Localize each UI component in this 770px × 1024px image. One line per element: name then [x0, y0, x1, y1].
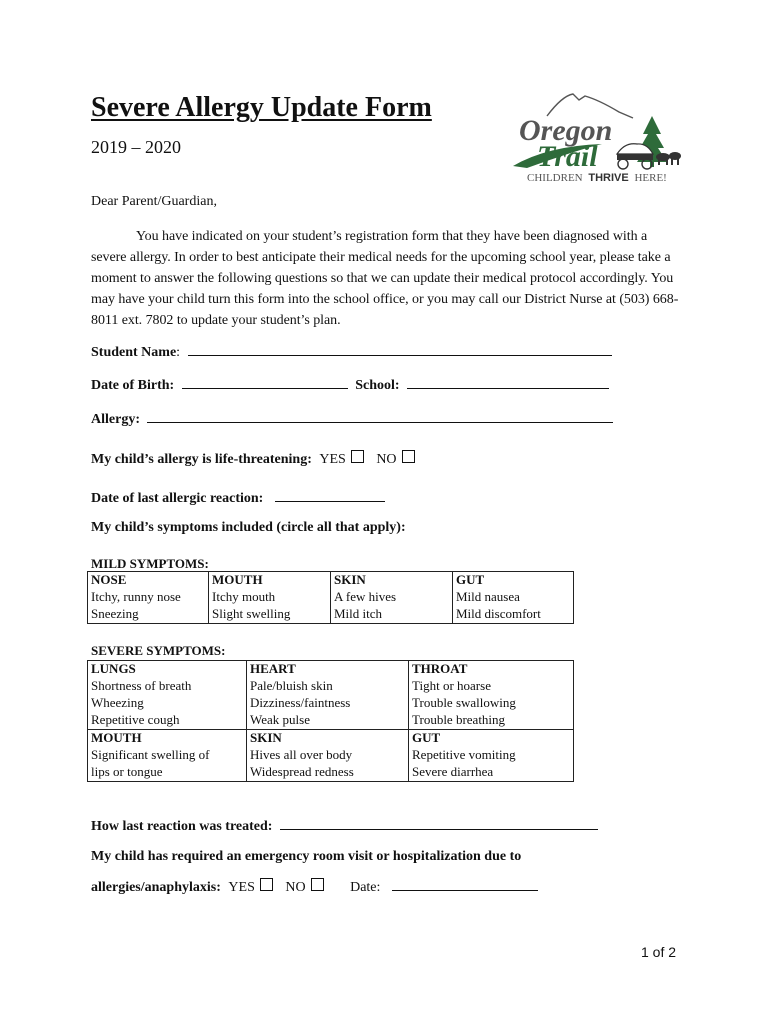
- symptom-cell[interactable]: Repetitive vomiting: [409, 747, 574, 764]
- student-name-row: Student Name:: [91, 341, 612, 361]
- how-treated-field[interactable]: [280, 815, 598, 830]
- last-reaction-row: [91, 487, 385, 507]
- life-threatening-no-checkbox[interactable]: [402, 450, 415, 463]
- symptom-cell[interactable]: Mild discomfort: [453, 606, 574, 624]
- table-row: [88, 712, 574, 730]
- severe-header-gut: GUT: [409, 730, 574, 748]
- logo-tagline-post: HERE!: [634, 172, 667, 184]
- life-threatening-yes-checkbox[interactable]: [351, 450, 364, 463]
- symptom-cell[interactable]: Significant swelling of: [88, 747, 247, 764]
- symptom-cell[interactable]: Widespread redness: [247, 764, 409, 782]
- school-year: 2019 – 2020: [91, 137, 181, 157]
- last-reaction-date-field[interactable]: [275, 487, 385, 502]
- table-row: [88, 606, 574, 624]
- severe-symptoms-label: SEVERE SYMPTOMS:: [91, 643, 226, 658]
- mild-header-nose: NOSE: [88, 572, 209, 590]
- mild-header-gut: GUT: [453, 572, 574, 590]
- er-no-label: NO: [285, 880, 306, 895]
- symptom-cell[interactable]: A few hives: [331, 589, 453, 606]
- wagon-icon: [617, 144, 653, 169]
- mild-symptoms-table: [87, 571, 574, 624]
- symptom-cell[interactable]: Repetitive cough: [88, 712, 247, 730]
- salutation: Dear Parent/Guardian,: [91, 194, 217, 209]
- life-threatening-no-label: NO: [376, 452, 397, 467]
- last-reaction-label: Date of last allergic reaction:: [91, 491, 264, 506]
- symptom-cell[interactable]: lips or tongue: [88, 764, 247, 782]
- student-name-label: Student Name: [91, 345, 177, 360]
- mild-symptoms-label: MILD SYMPTOMS:: [91, 556, 209, 571]
- allergy-row: [91, 408, 613, 428]
- symptom-cell[interactable]: Dizziness/faintness: [247, 695, 409, 712]
- er-visit-label: My child has required an emergency room visit or hospitalization due to: [91, 849, 522, 864]
- logo-text-oregon: Oregon: [519, 114, 613, 147]
- severe-symptoms-table: [87, 660, 574, 782]
- how-treated-row: [91, 815, 598, 835]
- dob-field[interactable]: [182, 374, 348, 389]
- symptom-cell[interactable]: Severe diarrhea: [409, 764, 574, 782]
- allergy-field[interactable]: [147, 408, 613, 423]
- student-name-field[interactable]: [188, 341, 612, 356]
- symptom-cell[interactable]: Shortness of breath: [88, 678, 247, 695]
- life-threatening-row: [91, 450, 418, 468]
- severe-header-mouth: MOUTH: [88, 730, 247, 748]
- svg-text:CHILDREN THRIVE HERE!: [527, 172, 667, 184]
- table-row: [88, 678, 574, 695]
- district-logo: [507, 88, 687, 186]
- symptom-cell[interactable]: Pale/bluish skin: [247, 678, 409, 695]
- severe-header-lungs: LUNGS: [88, 661, 247, 679]
- table-row: [88, 589, 574, 606]
- symptoms-included-label: My child’s symptoms included (circle all that apply):: [91, 520, 406, 535]
- symptom-cell[interactable]: Mild itch: [331, 606, 453, 624]
- severe-header-skin: SKIN: [247, 730, 409, 748]
- life-threatening-label: My child’s allergy is life-threatening:: [91, 452, 312, 467]
- dob-school-row: [91, 374, 609, 394]
- symptom-cell[interactable]: Weak pulse: [247, 712, 409, 730]
- er-yes-checkbox[interactable]: [260, 878, 273, 891]
- symptom-cell[interactable]: Slight swelling: [209, 606, 331, 624]
- school-label: School:: [355, 378, 400, 393]
- er-no-checkbox[interactable]: [311, 878, 324, 891]
- table-row: [88, 764, 574, 782]
- form-title: Severe Allergy Update Form: [91, 92, 432, 123]
- logo-tagline-pre: CHILDREN: [527, 172, 583, 184]
- oxen-icon: [656, 152, 681, 165]
- er-visit-row: [91, 876, 538, 896]
- logo-tagline-bold: THRIVE: [588, 172, 629, 184]
- severe-header-throat: THROAT: [409, 661, 574, 679]
- how-treated-label: How last reaction was treated:: [91, 819, 273, 834]
- logo-text-trail: Trail: [537, 140, 598, 173]
- symptom-cell[interactable]: Wheezing: [88, 695, 247, 712]
- mild-header-mouth: MOUTH: [209, 572, 331, 590]
- table-row: [88, 747, 574, 764]
- symptom-cell[interactable]: Trouble breathing: [409, 712, 574, 730]
- symptom-cell[interactable]: Trouble swallowing: [409, 695, 574, 712]
- table-row: [88, 695, 574, 712]
- allergy-label: Allergy:: [91, 412, 140, 427]
- table-row: [88, 572, 574, 590]
- symptom-cell[interactable]: Sneezing: [88, 606, 209, 624]
- school-field[interactable]: [407, 374, 609, 389]
- er-yes-label: YES: [228, 880, 255, 895]
- symptom-cell[interactable]: Hives all over body: [247, 747, 409, 764]
- mild-header-skin: SKIN: [331, 572, 453, 590]
- life-threatening-yes-label: YES: [319, 452, 346, 467]
- symptom-cell[interactable]: Tight or hoarse: [409, 678, 574, 695]
- symptom-cell[interactable]: Itchy, runny nose: [88, 589, 209, 606]
- er-visit-label-cont: allergies/anaphylaxis:: [91, 880, 221, 895]
- table-row: [88, 730, 574, 748]
- er-date-field[interactable]: [392, 876, 538, 891]
- er-date-label: Date:: [350, 880, 381, 895]
- page-number: 1 of 2: [641, 944, 677, 960]
- intro-paragraph: You have indicated on your student’s registration form that they have been diagnosed with a severe allergy. In order to best anticipate their medical needs for the upcoming school year, please take a moment to answer the following questions so that we can update their medical protocol accordingly. You may have your child turn this form into the school office, or you may call our District Nurse at (503) 668-8011 ext. 7802 to update your student’s plan.: [91, 229, 679, 328]
- symptom-cell[interactable]: Mild nausea: [453, 589, 574, 606]
- severe-header-heart: HEART: [247, 661, 409, 679]
- table-row: [88, 661, 574, 679]
- dob-label: Date of Birth:: [91, 378, 175, 393]
- symptom-cell[interactable]: Itchy mouth: [209, 589, 331, 606]
